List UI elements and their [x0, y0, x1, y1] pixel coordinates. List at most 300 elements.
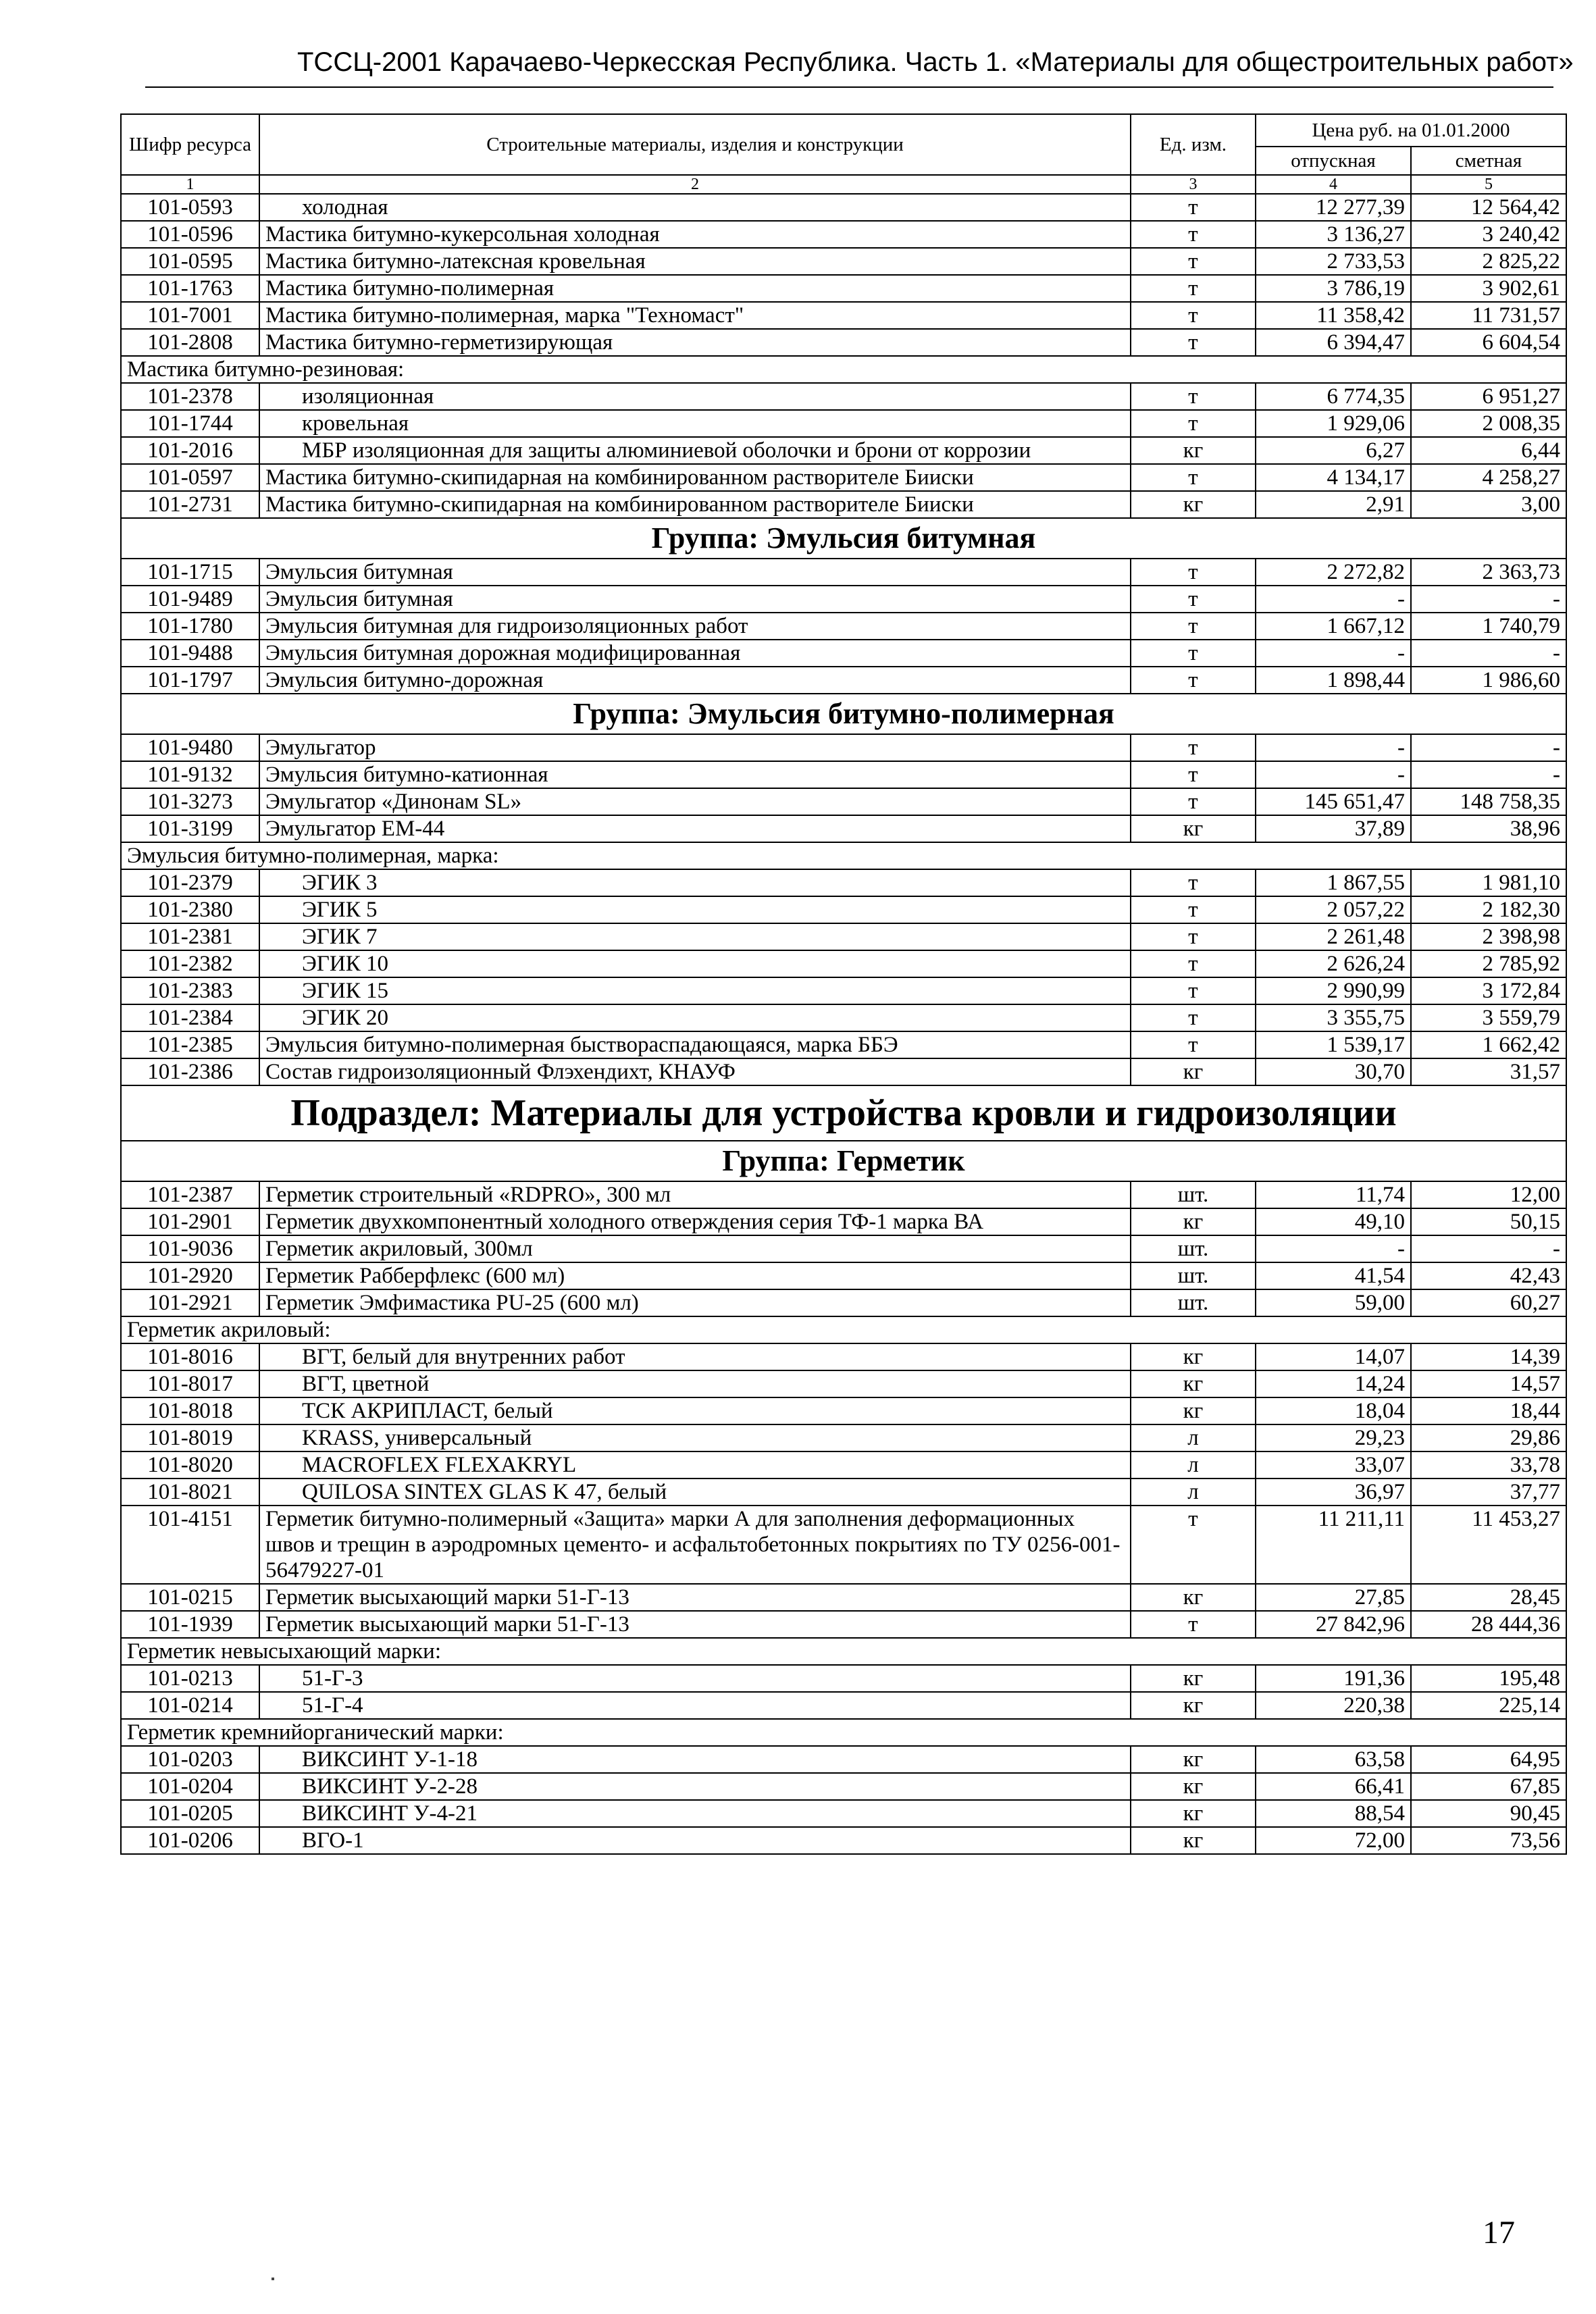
row-price-estimate: 50,15	[1411, 1208, 1566, 1235]
row-unit: кг	[1131, 1397, 1256, 1424]
row-unit: кг	[1131, 815, 1256, 842]
row-price-release: 29,23	[1256, 1424, 1411, 1451]
row-unit: т	[1131, 869, 1256, 896]
section-heading-row	[121, 1085, 1566, 1141]
row-price-estimate: 73,56	[1411, 1827, 1566, 1854]
row-code: 101-2381	[121, 923, 259, 950]
row-unit: шт.	[1131, 1289, 1256, 1316]
row-unit: т	[1131, 896, 1256, 923]
row-unit: кг	[1131, 1773, 1256, 1800]
row-name: Герметик высыхающий марки 51-Г-13	[259, 1611, 1131, 1638]
table-row	[121, 1506, 1566, 1584]
row-price-estimate: 38,96	[1411, 815, 1566, 842]
row-name: KRASS, универсальный	[259, 1424, 1131, 1451]
row-unit: т	[1131, 559, 1256, 586]
row-price-estimate: 14,39	[1411, 1343, 1566, 1370]
row-code: 101-2731	[121, 491, 259, 518]
row-unit: т	[1131, 640, 1256, 667]
row-price-release: 49,10	[1256, 1208, 1411, 1235]
row-price-estimate: 3 559,79	[1411, 1004, 1566, 1031]
row-price-release: 1 667,12	[1256, 613, 1411, 640]
table-row	[121, 613, 1566, 640]
row-name: Эмульсия битумная дорожная модифицированная	[259, 640, 1131, 667]
table-row	[121, 977, 1566, 1004]
row-code: 101-0595	[121, 248, 259, 275]
row-price-release: 66,41	[1256, 1773, 1411, 1800]
header-unit: Ед. изм.	[1131, 114, 1256, 175]
row-price-release: 88,54	[1256, 1800, 1411, 1827]
table-row	[121, 950, 1566, 977]
row-price-release: -	[1256, 586, 1411, 613]
row-name: Герметик битумно-полимерный «Защита» марки А для заполнения деформационных швов и трещин в аэродромных цементо- и асфальтобетонных покрытиях по ТУ 0256-001-56479227-01	[259, 1506, 1131, 1584]
row-price-estimate: 33,78	[1411, 1451, 1566, 1479]
row-code: 101-0213	[121, 1665, 259, 1692]
table-row	[121, 1370, 1566, 1397]
row-price-release: 2 057,22	[1256, 896, 1411, 923]
row-unit: т	[1131, 194, 1256, 221]
table-row	[121, 640, 1566, 667]
row-price-estimate: 195,48	[1411, 1665, 1566, 1692]
table-row	[121, 1665, 1566, 1692]
row-price-release: -	[1256, 761, 1411, 788]
row-unit: т	[1131, 383, 1256, 410]
row-price-estimate: 1 981,10	[1411, 869, 1566, 896]
table-row	[121, 1746, 1566, 1773]
row-unit: т	[1131, 788, 1256, 815]
row-code: 101-0596	[121, 221, 259, 248]
row-name: Герметик строительный «RDPRO», 300 мл	[259, 1181, 1131, 1208]
row-name: Герметик акриловый, 300мл	[259, 1235, 1131, 1262]
row-name: Герметик двухкомпонентный холодного отверждения серия ТФ-1 марка ВА	[259, 1208, 1131, 1235]
row-price-estimate: -	[1411, 1235, 1566, 1262]
table-row	[121, 1058, 1566, 1085]
row-unit: т	[1131, 1506, 1256, 1584]
row-code: 101-4151	[121, 1506, 259, 1584]
row-price-release: 6 394,47	[1256, 329, 1411, 356]
table-row	[121, 491, 1566, 518]
row-name: ЭГИК 5	[259, 896, 1131, 923]
subgroup-label-row	[121, 1316, 1566, 1343]
row-name: ВГТ, белый для внутренних работ	[259, 1343, 1131, 1370]
subgroup-label: Эмульсия битумно-полимерная, марка:	[121, 842, 1566, 869]
row-price-release: 27,85	[1256, 1584, 1411, 1611]
row-unit: т	[1131, 761, 1256, 788]
row-name: Эмульсия битумно-катионная	[259, 761, 1131, 788]
row-code: 101-2016	[121, 437, 259, 464]
row-price-estimate: 6,44	[1411, 437, 1566, 464]
row-code: 101-9480	[121, 734, 259, 761]
row-code: 101-9489	[121, 586, 259, 613]
row-price-estimate: 1 740,79	[1411, 613, 1566, 640]
row-code: 101-2920	[121, 1262, 259, 1289]
table-row	[121, 1004, 1566, 1031]
row-price-estimate: 6 604,54	[1411, 329, 1566, 356]
group-heading: Группа: Эмульсия битумно-полимерная	[121, 694, 1566, 734]
row-name: ВГТ, цветной	[259, 1370, 1131, 1397]
row-code: 101-0214	[121, 1692, 259, 1719]
subgroup-label-row	[121, 842, 1566, 869]
row-code: 101-2384	[121, 1004, 259, 1031]
table-row	[121, 194, 1566, 221]
row-price-estimate: 4 258,27	[1411, 464, 1566, 491]
subgroup-label-row	[121, 1719, 1566, 1746]
row-price-release: 191,36	[1256, 1665, 1411, 1692]
row-unit: кг	[1131, 1665, 1256, 1692]
row-name: ЭГИК 15	[259, 977, 1131, 1004]
row-price-estimate: 28,45	[1411, 1584, 1566, 1611]
row-unit: т	[1131, 667, 1256, 694]
row-name: Мастика битумно-скипидарная на комбинированном растворителе Бииски	[259, 464, 1131, 491]
row-unit: т	[1131, 1031, 1256, 1058]
row-price-release: 2,91	[1256, 491, 1411, 518]
row-price-estimate: 1 662,42	[1411, 1031, 1566, 1058]
row-price-estimate: -	[1411, 761, 1566, 788]
row-code: 101-0597	[121, 464, 259, 491]
row-code: 101-7001	[121, 302, 259, 329]
column-number: 4	[1256, 175, 1411, 194]
row-price-release: 2 272,82	[1256, 559, 1411, 586]
row-name: Мастика битумно-герметизирующая	[259, 329, 1131, 356]
row-unit: кг	[1131, 1746, 1256, 1773]
table-row	[121, 1479, 1566, 1506]
row-unit: т	[1131, 221, 1256, 248]
table-row	[121, 559, 1566, 586]
row-code: 101-2921	[121, 1289, 259, 1316]
row-code: 101-2382	[121, 950, 259, 977]
column-number: 3	[1131, 175, 1256, 194]
row-unit: л	[1131, 1479, 1256, 1506]
row-price-release: 11 358,42	[1256, 302, 1411, 329]
row-price-estimate: 3 902,61	[1411, 275, 1566, 302]
row-code: 101-2383	[121, 977, 259, 1004]
table-row	[121, 248, 1566, 275]
subgroup-label-row	[121, 356, 1566, 383]
row-unit: т	[1131, 977, 1256, 1004]
table-row	[121, 221, 1566, 248]
section-heading: Подраздел: Материалы для устройства кровли и гидроизоляции	[121, 1085, 1566, 1141]
row-code: 101-8016	[121, 1343, 259, 1370]
column-number: 2	[259, 175, 1131, 194]
row-price-estimate: 11 731,57	[1411, 302, 1566, 329]
row-price-estimate: 2 182,30	[1411, 896, 1566, 923]
row-code: 101-2901	[121, 1208, 259, 1235]
row-code: 101-0203	[121, 1746, 259, 1773]
row-price-release: 220,38	[1256, 1692, 1411, 1719]
table-row	[121, 302, 1566, 329]
row-price-estimate: 3,00	[1411, 491, 1566, 518]
row-name: Мастика битумно-скипидарная на комбинированном растворителе Бииски	[259, 491, 1131, 518]
row-code: 101-8017	[121, 1370, 259, 1397]
row-price-release: 2 626,24	[1256, 950, 1411, 977]
row-price-release: 1 929,06	[1256, 410, 1411, 437]
row-unit: т	[1131, 923, 1256, 950]
row-price-release: 37,89	[1256, 815, 1411, 842]
table-row	[121, 410, 1566, 437]
row-code: 101-1939	[121, 1611, 259, 1638]
row-unit: л	[1131, 1451, 1256, 1479]
row-name: Эмульгатор «Динонам SL»	[259, 788, 1131, 815]
table-row	[121, 1800, 1566, 1827]
row-price-estimate: 12 564,42	[1411, 194, 1566, 221]
row-code: 101-2385	[121, 1031, 259, 1058]
row-price-release: 72,00	[1256, 1827, 1411, 1854]
row-unit: шт.	[1131, 1181, 1256, 1208]
row-unit: кг	[1131, 1208, 1256, 1235]
row-price-release: 3 136,27	[1256, 221, 1411, 248]
row-price-estimate: 3 172,84	[1411, 977, 1566, 1004]
row-price-estimate: 64,95	[1411, 1746, 1566, 1773]
table-row	[121, 1235, 1566, 1262]
row-price-release: 27 842,96	[1256, 1611, 1411, 1638]
row-name: Состав гидроизоляционный Флэхендихт, КНАУФ	[259, 1058, 1131, 1085]
table-row	[121, 1584, 1566, 1611]
row-price-estimate: 42,43	[1411, 1262, 1566, 1289]
row-price-release: 30,70	[1256, 1058, 1411, 1085]
table-row	[121, 437, 1566, 464]
row-name: Герметик Рабберфлекс (600 мл)	[259, 1262, 1131, 1289]
row-price-release: -	[1256, 734, 1411, 761]
row-name: Мастика битумно-полимерная, марка "Техномаст"	[259, 302, 1131, 329]
table-row	[121, 1343, 1566, 1370]
row-price-release: 1 898,44	[1256, 667, 1411, 694]
row-code: 101-8018	[121, 1397, 259, 1424]
header-divider	[145, 86, 1553, 88]
row-unit: т	[1131, 302, 1256, 329]
row-price-estimate: 90,45	[1411, 1800, 1566, 1827]
row-price-release: 6,27	[1256, 437, 1411, 464]
table-row	[121, 1451, 1566, 1479]
row-price-release: 41,54	[1256, 1262, 1411, 1289]
row-price-release: 12 277,39	[1256, 194, 1411, 221]
row-price-estimate: -	[1411, 734, 1566, 761]
price-table-body	[121, 194, 1566, 1854]
row-unit: кг	[1131, 491, 1256, 518]
row-code: 101-9132	[121, 761, 259, 788]
table-row	[121, 275, 1566, 302]
row-price-release: 14,24	[1256, 1370, 1411, 1397]
row-unit: т	[1131, 410, 1256, 437]
subgroup-label-row	[121, 1638, 1566, 1665]
row-price-estimate: 67,85	[1411, 1773, 1566, 1800]
table-row	[121, 329, 1566, 356]
row-name: QUILOSA SINTEX GLAS K 47, белый	[259, 1479, 1131, 1506]
row-name: 51-Г-3	[259, 1665, 1131, 1692]
row-price-estimate: 18,44	[1411, 1397, 1566, 1424]
row-unit: л	[1131, 1424, 1256, 1451]
column-number-row	[121, 175, 1566, 194]
row-price-release: 2 261,48	[1256, 923, 1411, 950]
row-name: кровельная	[259, 410, 1131, 437]
row-unit: т	[1131, 1004, 1256, 1031]
table-row	[121, 586, 1566, 613]
row-price-release: 59,00	[1256, 1289, 1411, 1316]
row-price-release: 11,74	[1256, 1181, 1411, 1208]
row-price-release: 1 867,55	[1256, 869, 1411, 896]
column-number: 1	[121, 175, 259, 194]
table-row	[121, 383, 1566, 410]
row-name: ВИКСИНТ У-1-18	[259, 1746, 1131, 1773]
row-name: Эмульгатор ЕМ-44	[259, 815, 1131, 842]
table-row	[121, 1397, 1566, 1424]
header-code: Шифр ресурса	[121, 114, 259, 175]
row-name: ЭГИК 10	[259, 950, 1131, 977]
row-unit: т	[1131, 464, 1256, 491]
row-code: 101-9036	[121, 1235, 259, 1262]
row-code: 101-1797	[121, 667, 259, 694]
group-heading-row	[121, 1141, 1566, 1181]
row-price-release: 145 651,47	[1256, 788, 1411, 815]
row-price-release: 2 733,53	[1256, 248, 1411, 275]
row-unit: кг	[1131, 1827, 1256, 1854]
row-price-release: 36,97	[1256, 1479, 1411, 1506]
row-code: 101-1780	[121, 613, 259, 640]
row-price-estimate: 1 986,60	[1411, 667, 1566, 694]
row-price-estimate: 2 363,73	[1411, 559, 1566, 586]
row-price-release: 4 134,17	[1256, 464, 1411, 491]
row-name: Эмульсия битумная	[259, 586, 1131, 613]
table-row	[121, 1289, 1566, 1316]
table-row	[121, 464, 1566, 491]
subgroup-label: Герметик невысыхающий марки:	[121, 1638, 1566, 1665]
row-price-estimate: 29,86	[1411, 1424, 1566, 1451]
row-code: 101-2387	[121, 1181, 259, 1208]
row-unit: т	[1131, 613, 1256, 640]
header-price-estimate: сметная	[1411, 147, 1566, 175]
row-name: холодная	[259, 194, 1131, 221]
row-code: 101-8020	[121, 1451, 259, 1479]
group-heading-row	[121, 694, 1566, 734]
table-row	[121, 923, 1566, 950]
row-name: ТСК АКРИПЛАСТ, белый	[259, 1397, 1131, 1424]
row-unit: кг	[1131, 1584, 1256, 1611]
row-code: 101-0206	[121, 1827, 259, 1854]
row-unit: т	[1131, 275, 1256, 302]
row-price-estimate: 60,27	[1411, 1289, 1566, 1316]
row-price-estimate: -	[1411, 586, 1566, 613]
row-code: 101-2808	[121, 329, 259, 356]
header-name: Строительные материалы, изделия и конструкции	[259, 114, 1131, 175]
row-unit: т	[1131, 1611, 1256, 1638]
row-name: Эмульсия битумно-дорожная	[259, 667, 1131, 694]
table-row	[121, 1262, 1566, 1289]
row-name: ЭГИК 7	[259, 923, 1131, 950]
row-code: 101-8021	[121, 1479, 259, 1506]
subgroup-label: Герметик акриловый:	[121, 1316, 1566, 1343]
row-price-estimate: 28 444,36	[1411, 1611, 1566, 1638]
row-name: Мастика битумно-полимерная	[259, 275, 1131, 302]
row-unit: кг	[1131, 1343, 1256, 1370]
row-code: 101-2378	[121, 383, 259, 410]
table-row	[121, 734, 1566, 761]
row-code: 101-1715	[121, 559, 259, 586]
row-price-release: 14,07	[1256, 1343, 1411, 1370]
row-name: ВИКСИНТ У-4-21	[259, 1800, 1131, 1827]
row-price-estimate: 12,00	[1411, 1181, 1566, 1208]
row-code: 101-0215	[121, 1584, 259, 1611]
row-code: 101-8019	[121, 1424, 259, 1451]
row-unit: кг	[1131, 1370, 1256, 1397]
row-price-release: 1 539,17	[1256, 1031, 1411, 1058]
table-row	[121, 667, 1566, 694]
row-code: 101-1744	[121, 410, 259, 437]
table-row	[121, 1692, 1566, 1719]
row-unit: т	[1131, 950, 1256, 977]
row-code: 101-2380	[121, 896, 259, 923]
row-price-release: -	[1256, 1235, 1411, 1262]
table-row	[121, 1424, 1566, 1451]
table-row	[121, 815, 1566, 842]
row-code: 101-0205	[121, 1800, 259, 1827]
row-name: Герметик Эмфимастика PU-25 (600 мл)	[259, 1289, 1131, 1316]
row-code: 101-3273	[121, 788, 259, 815]
row-name: изоляционная	[259, 383, 1131, 410]
row-name: Эмульсия битумная для гидроизоляционных работ	[259, 613, 1131, 640]
row-name: ВГО-1	[259, 1827, 1131, 1854]
row-unit: т	[1131, 248, 1256, 275]
row-name: MACROFLEX FLEXAKRYL	[259, 1451, 1131, 1479]
row-price-release: 63,58	[1256, 1746, 1411, 1773]
page-header-title: ТССЦ-2001 Карачаево-Черкесская Республика. Часть 1. «Материалы для общестроительных работ»	[297, 47, 1574, 77]
header-price-group: Цена руб. на 01.01.2000	[1256, 114, 1566, 147]
row-price-estimate: 6 951,27	[1411, 383, 1566, 410]
table-row	[121, 869, 1566, 896]
row-code: 101-9488	[121, 640, 259, 667]
table-row	[121, 1827, 1566, 1854]
row-price-release: 18,04	[1256, 1397, 1411, 1424]
row-code: 101-0593	[121, 194, 259, 221]
subgroup-label: Герметик кремнийорганический марки:	[121, 1719, 1566, 1746]
table-row	[121, 1031, 1566, 1058]
header-price-release: отпускная	[1256, 147, 1411, 175]
row-price-release: -	[1256, 640, 1411, 667]
row-name: Мастика битумно-кукерсольная холодная	[259, 221, 1131, 248]
row-price-release: 6 774,35	[1256, 383, 1411, 410]
table-row	[121, 761, 1566, 788]
row-price-release: 33,07	[1256, 1451, 1411, 1479]
row-code: 101-2386	[121, 1058, 259, 1085]
row-unit: кг	[1131, 1692, 1256, 1719]
table-row	[121, 1181, 1566, 1208]
row-name: ВИКСИНТ У-2-28	[259, 1773, 1131, 1800]
row-unit: шт.	[1131, 1235, 1256, 1262]
row-price-release: 11 211,11	[1256, 1506, 1411, 1584]
row-unit: кг	[1131, 1800, 1256, 1827]
row-name: Эмульсия битумная	[259, 559, 1131, 586]
row-name: Эмульгатор	[259, 734, 1131, 761]
group-heading: Группа: Эмульсия битумная	[121, 518, 1566, 559]
scan-speck	[272, 2278, 274, 2280]
row-code: 101-3199	[121, 815, 259, 842]
page-number: 17	[1483, 2215, 1515, 2251]
row-unit: кг	[1131, 437, 1256, 464]
row-price-release: 3 355,75	[1256, 1004, 1411, 1031]
group-heading-row	[121, 518, 1566, 559]
table-row	[121, 1208, 1566, 1235]
row-price-release: 2 990,99	[1256, 977, 1411, 1004]
row-price-estimate: 2 825,22	[1411, 248, 1566, 275]
row-price-estimate: 11 453,27	[1411, 1506, 1566, 1584]
row-price-estimate: 37,77	[1411, 1479, 1566, 1506]
table-row	[121, 1773, 1566, 1800]
row-name: Герметик высыхающий марки 51-Г-13	[259, 1584, 1131, 1611]
price-table	[120, 113, 1567, 1855]
row-unit: шт.	[1131, 1262, 1256, 1289]
row-unit: т	[1131, 586, 1256, 613]
row-unit: т	[1131, 329, 1256, 356]
row-price-release: 3 786,19	[1256, 275, 1411, 302]
row-price-estimate: 148 758,35	[1411, 788, 1566, 815]
row-price-estimate: 31,57	[1411, 1058, 1566, 1085]
